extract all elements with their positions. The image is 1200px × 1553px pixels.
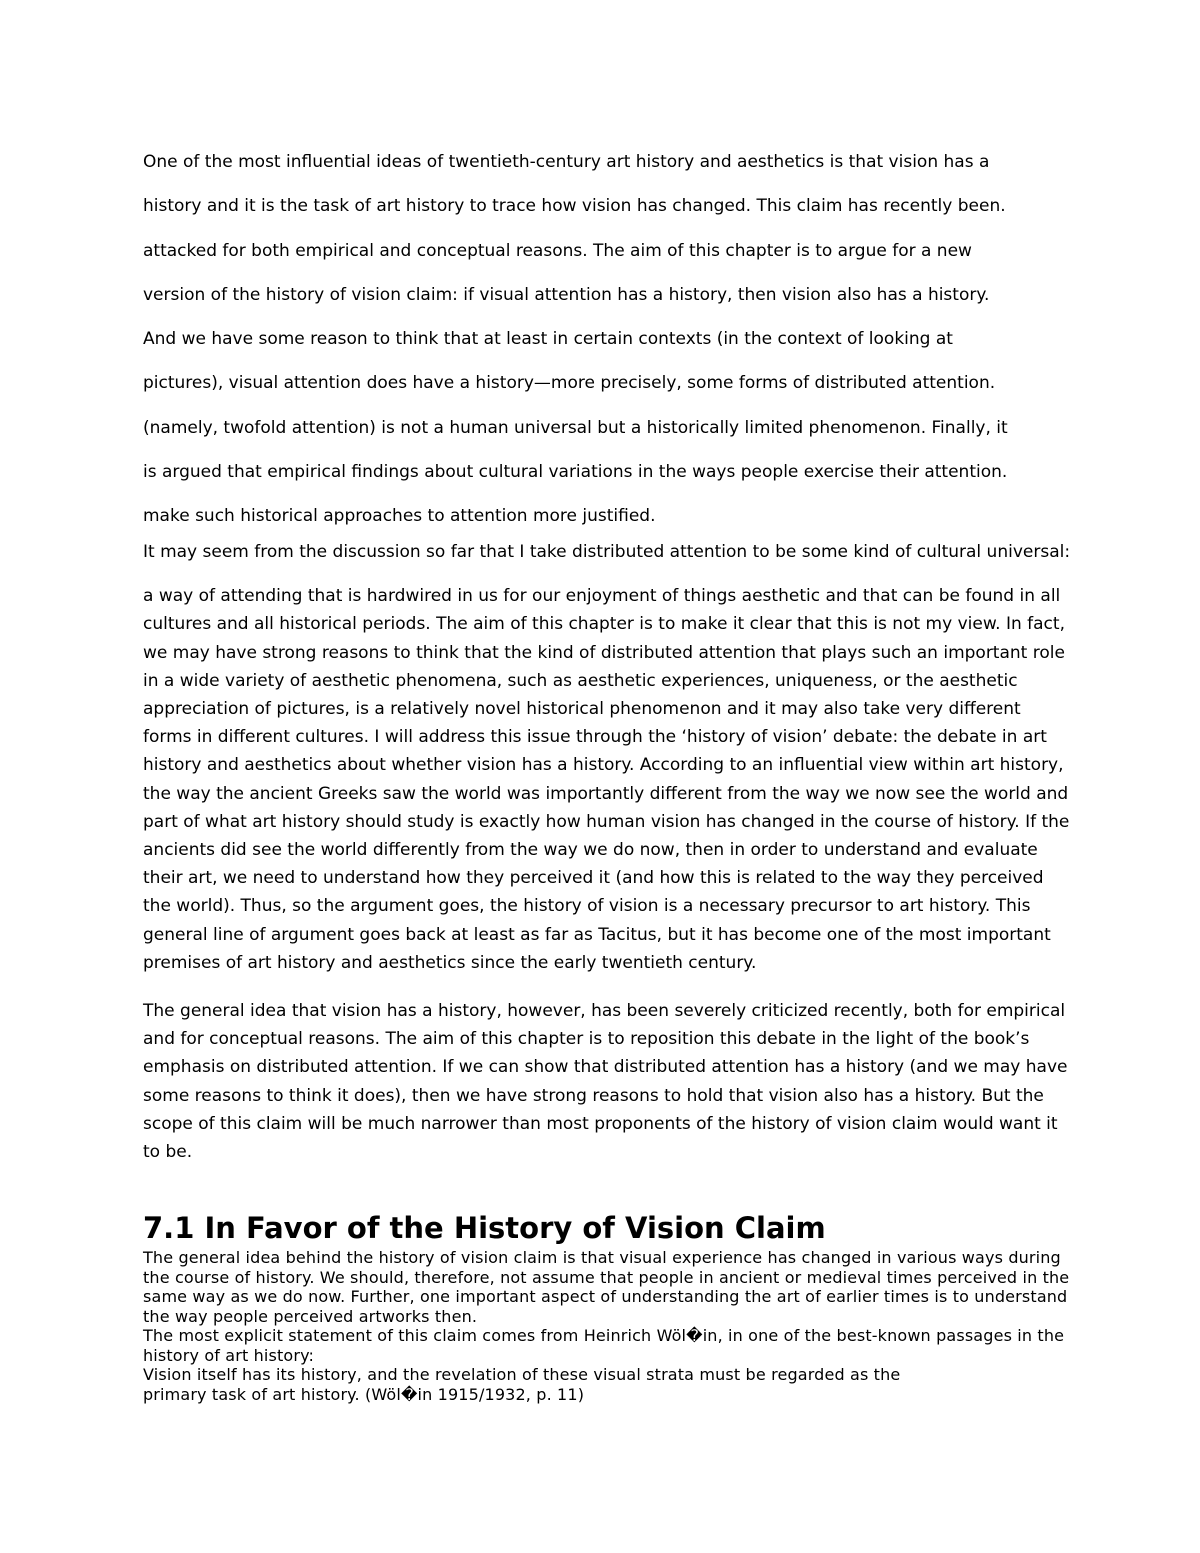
abstract-line: (namely, twofold attention) is not a human universal but a historically limited phenomenon. Finally, it — [143, 417, 1008, 438]
abstract-line: is argued that empirical findings about cultural variations in the ways people exercise their attention. — [143, 462, 1008, 483]
abstract-line: One of the most influential ideas of twentieth-century art history and aesthetics is that vision has a — [143, 152, 990, 172]
section-paragraph: The most explicit statement of this claim comes from Heinrich Wöl�in, in one of the best-known passages in the history of art history: — [143, 1326, 1065, 1365]
abstract-block — [143, 140, 1073, 539]
abstract-line: make such historical approaches to attention more justified. — [143, 506, 656, 527]
block-quote-line: primary task of art history. (Wöl�in 1915/1932, p. 11) — [143, 1384, 585, 1404]
abstract-line: pictures), visual attention does have a history—more precisely, some forms of distributed attention. — [143, 373, 996, 394]
section-7-1 — [143, 1208, 1073, 1404]
body-text — [143, 538, 1073, 1166]
body-paragraph: The general idea that vision has a history, however, has been severely criticized recently, both for empirical and for conceptual reasons. The aim of this chapter is to reposition this debate in the light of the book’s emphasis on distributed attention. If we can show that distributed attention has a history (and we may have some reasons to think it does), then we have strong reasons to hold that vision also has a history. But the scope of this claim will be much narrower than most proponents of the history of vision claim would want it to be. — [143, 1001, 1068, 1163]
abstract-line: attacked for both empirical and conceptual reasons. The aim of this chapter is to argue for a new — [143, 240, 972, 261]
abstract-line: version of the history of vision claim: if visual attention has a history, then vision also has a history. — [143, 284, 990, 305]
body-paragraph: It may seem from the discussion so far that I take distributed attention to be some kind of cultural universal: — [143, 542, 1071, 562]
body-paragraph: a way of attending that is hardwired in us for our enjoyment of things aesthetic and that can be found in all cultures and all historical periods. The aim of this chapter is to make it clear that this is not my view. In fact, we may have strong reasons to think that the kind of distributed attention that plays such an important role in a wide variety of aesthetic phenomena, such as aesthetic experiences, uniqueness, or the aesthetic appreciation of pictures, is a relatively novel historical phenomenon and it may also take very different forms in different cultures. I will address this issue through the ‘history of vision’ debate: the debate in art history and aesthetics about whether vision has a history. According to an influential view within art history, the way the ancient Greeks saw the world was importantly different from the way we now see the world and part of what art history should study is exactly how human vision has changed in the course of history. If the ancients did see the world differently from the way we do now, then in order to understand and evaluate their art, we need to understand how they perceived it (and how this is related to the way they perceived the world). Thus, so the argument goes, the history of vision is a necessary precursor to art history. This general line of argument goes back at least as far as Tacitus, but it has become one of the most important premises of art history and aesthetics since the early twentieth century. — [143, 586, 1070, 973]
abstract-line: And we have some reason to think that at least in certain contexts (in the context of looking at — [143, 329, 953, 350]
block-quote-line: Vision itself has its history, and the revelation of these visual strata must be regarded as the — [143, 1365, 901, 1384]
abstract-line: history and it is the task of art history to trace how vision has changed. This claim has recently been. — [143, 196, 1006, 217]
section-heading: 7.1 In Favor of the History of Vision Claim — [143, 1211, 826, 1245]
section-paragraph: The general idea behind the history of vision claim is that visual experience has changed in various ways during the course of history. We should, therefore, not assume that people in ancient or medieval times perceived in the same way as we do now. Further, one important aspect of understanding the art of earlier times is to understand the way people perceived artworks then. — [143, 1248, 1070, 1326]
